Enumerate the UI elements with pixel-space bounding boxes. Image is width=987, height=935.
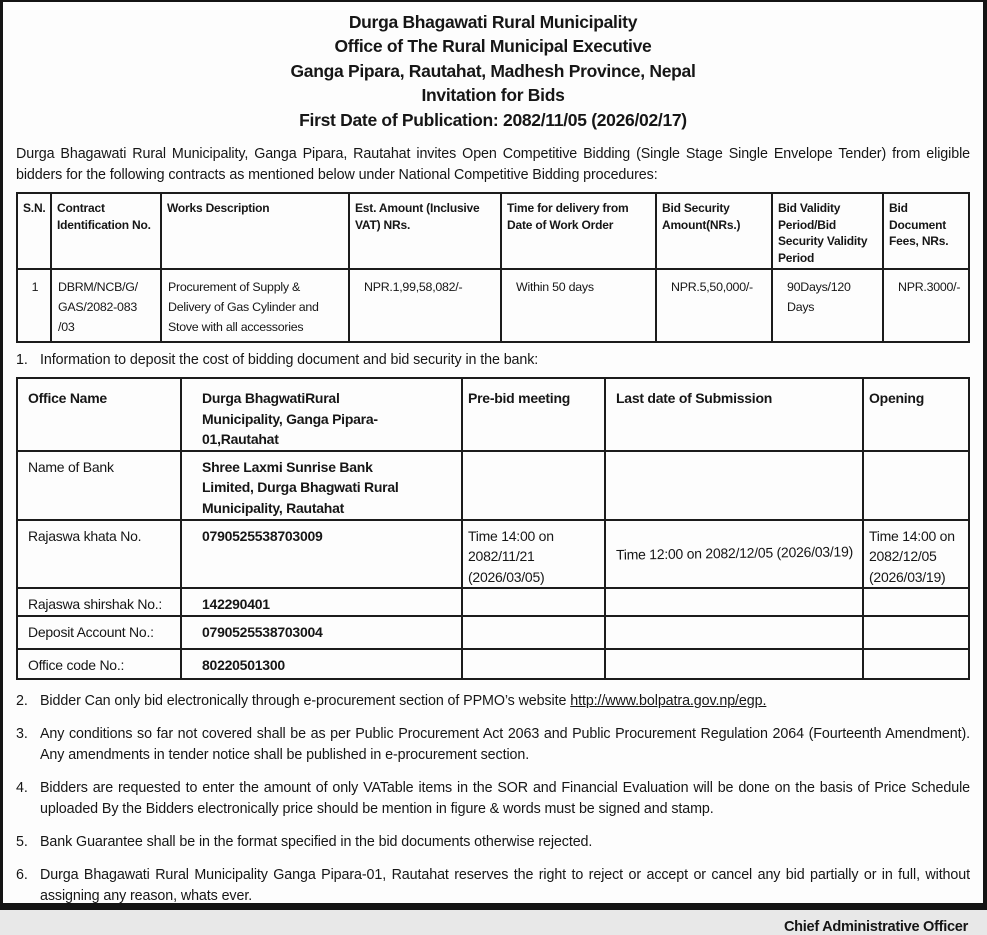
cell-bid-security: NPR.5,50,000/-	[656, 269, 772, 342]
publication-date-line: First Date of Publication: 2082/11/05 (2026/02/17)	[299, 109, 687, 130]
notice-title: Invitation for Bids	[421, 85, 565, 106]
cell-contract-id: DBRM/NCB/G/ GAS/2082-083 /03	[51, 269, 161, 342]
note-text: Bidder Can only bid electronically through e-procurement section of PPMO’s website http://www.bolpatra.gov.np/egp.	[40, 692, 767, 709]
deposit-submission-cell	[605, 616, 863, 649]
col-header-contract-id: Contract Identification No.	[51, 193, 161, 269]
note-number: 2.	[16, 692, 28, 709]
opening-time: Time 14:00 on 2082/12/05 (2026/03/19)	[863, 520, 969, 589]
bank-name-value: Shree Laxmi Sunrise Bank Limited, Durga Bhagwati Rural Municipality, Rautahat	[181, 451, 462, 520]
last-date-submission-header: Last date of Submission	[605, 378, 863, 451]
opening-header: Opening	[863, 378, 969, 451]
rajaswa-khata-label: Rajaswa khata No.	[17, 520, 181, 589]
intro-paragraph: Durga Bhagawati Rural Municipality, Ganga Pipara, Rautahat invites Open Competitive Bidding (Single Stage Single Envelope Tender) from eligible bidders for the following contracts as mentioned below under National Competitive Bidding procedures:	[16, 146, 970, 184]
note-text: Bank Guarantee shall be in the format specified in the bid documents otherwise rejected.	[40, 833, 593, 850]
col-header-sn: S.N.	[17, 193, 51, 269]
deposit-account-value: 0790525538703004	[181, 616, 462, 649]
bolpatra-website-link[interactable]: http://www.bolpatra.gov.np/egp.	[570, 692, 767, 709]
note-number: 6.	[16, 866, 28, 883]
bid-table-header-row	[17, 193, 969, 269]
shirshak-submission-cell	[605, 588, 863, 616]
bank-info-heading-text: Information to deposit the cost of bidding document and bid security in the bank:	[40, 352, 539, 369]
shirshak-prebid-cell	[462, 588, 605, 616]
note-text: Any conditions so far not covered shall be as per Public Procurement Act 2063 and Public Procurement Regulation 2064 (Fourteenth Amendment). Any amendments in tender notice shall be published in e-procurement section.	[40, 725, 970, 763]
document-header	[16, 10, 970, 132]
col-header-works-description: Works Description	[161, 193, 349, 269]
bid-table	[16, 192, 970, 343]
deposit-account-label: Deposit Account No.:	[17, 616, 181, 649]
deposit-prebid-cell	[462, 616, 605, 649]
bid-table-row	[17, 269, 969, 342]
bank-name-label: Name of Bank	[17, 451, 181, 520]
bank-name-prebid-cell	[462, 451, 605, 520]
office-name: Office of The Rural Municipal Executive	[334, 36, 652, 57]
cell-works-description: Procurement of Supply & Delivery of Gas Cylinder and Stove with all accessories	[161, 269, 349, 342]
note-electronic-bidding	[16, 691, 970, 712]
bank-details-table	[16, 377, 970, 680]
bank-name-opening-cell	[863, 451, 969, 520]
note-procurement-act	[16, 724, 970, 766]
rajaswa-khata-value: 0790525538703009	[181, 520, 462, 589]
note-number: 3.	[16, 725, 28, 742]
col-header-bid-security: Bid Security Amount(NRs.)	[656, 193, 772, 269]
code-prebid-cell	[462, 649, 605, 679]
note-bank-guarantee	[16, 832, 970, 853]
office-name-label: Office Name	[17, 378, 181, 451]
office-code-row	[17, 649, 969, 679]
note-right-to-reject	[16, 865, 970, 907]
prebid-meeting-time: Time 14:00 on 2082/11/21 (2026/03/05)	[462, 520, 605, 589]
cell-delivery-time: Within 50 days	[501, 269, 656, 342]
bank-name-submission-cell	[605, 451, 863, 520]
shirshak-opening-cell	[863, 588, 969, 616]
office-code-value: 80220501300	[181, 649, 462, 679]
col-header-bid-validity: Bid Validity Period/Bid Security Validity Period	[772, 193, 883, 269]
deposit-opening-cell	[863, 616, 969, 649]
bank-info-heading	[16, 350, 970, 371]
rajaswa-shirshak-row	[17, 588, 969, 616]
note-vatable-items	[16, 778, 970, 820]
cell-document-fees: NPR.3000/-	[883, 269, 969, 342]
note-number: 4.	[16, 779, 28, 796]
col-header-delivery-time: Time for delivery from Date of Work Order	[501, 193, 656, 269]
note-number: 1.	[16, 352, 28, 369]
signature-title: Chief Administrative Officer	[783, 918, 968, 935]
municipality-name: Durga Bhagawati Rural Municipality	[348, 12, 638, 32]
note-number: 5.	[16, 833, 28, 850]
note-text: Durga Bhagawati Rural Municipality Ganga Pipara-01, Rautahat reserves the right to reject or accept or cancel any bid partially or in full, without assigning any reason, whats ever.	[40, 866, 970, 904]
cell-bid-validity: 90Days/120 Days	[772, 269, 883, 342]
cell-sn: 1	[17, 269, 51, 342]
bank-table-header-row	[17, 378, 969, 451]
office-name-value: Durga BhagwatiRural Municipality, Ganga Pipara-01,Rautahat	[181, 378, 462, 451]
office-address: Ganga Pipara, Rautahat, Madhesh Province, Nepal	[290, 60, 696, 81]
rajaswa-shirshak-value: 142290401	[181, 588, 462, 616]
rajaswa-shirshak-label: Rajaswa shirshak No.:	[17, 588, 181, 616]
code-opening-cell	[863, 649, 969, 679]
bank-name-row	[17, 451, 969, 520]
prebid-meeting-header: Pre-bid meeting	[462, 378, 605, 451]
deposit-account-row	[17, 616, 969, 649]
col-header-document-fees: Bid Document Fees, NRs.	[883, 193, 969, 269]
note-text: Bidders are requested to enter the amount of only VATable items in the SOR and Financial Evaluation will be done on the basis of Price Schedule uploaded By the Bidders electronically price should be mention in figure & words must be signed and stamp.	[40, 779, 970, 817]
cell-est-amount: NPR.1,99,58,082/-	[349, 269, 501, 342]
submission-deadline-time: Time 12:00 on 2082/12/05 (2026/03/19)	[605, 520, 863, 589]
code-submission-cell	[605, 649, 863, 679]
office-code-label: Office code No.:	[17, 649, 181, 679]
rajaswa-khata-row	[17, 520, 969, 589]
col-header-est-amount: Est. Amount (Inclusive VAT) NRs.	[349, 193, 501, 269]
